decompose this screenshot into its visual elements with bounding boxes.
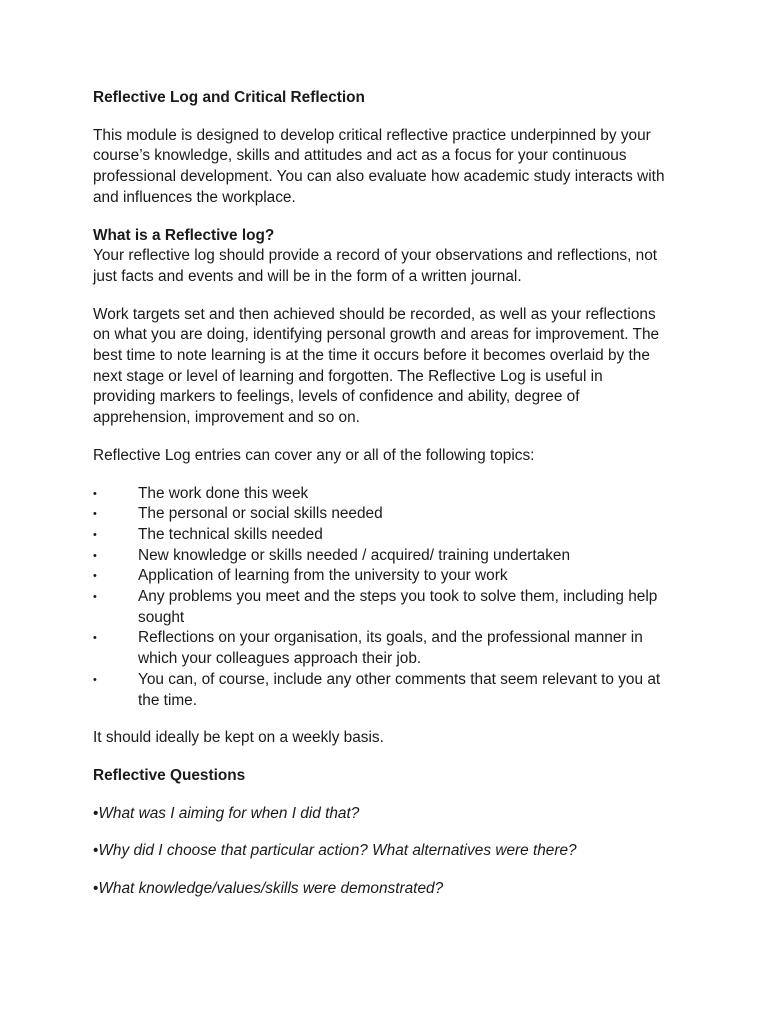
bullet-icon: • [93, 842, 99, 860]
list-item-text: You can, of course, include any other comments that seem relevant to you at the time. [138, 670, 661, 709]
list-item [93, 546, 668, 567]
bullet-icon: • [93, 570, 97, 583]
list-item-text: The work done this week [138, 484, 309, 502]
bullet-icon: • [93, 673, 97, 686]
list-item [93, 484, 668, 505]
question-text: What was I aiming for when I did that? [98, 804, 360, 822]
question-text: Why did I choose that particular action? What alternatives were there? [98, 842, 577, 860]
intro-paragraph: This module is designed to develop critical reflective practice underpinned by your course’s knowledge, skills and attitudes and act as a focus for your continuous professional development. You can also evaluate how academic study interacts with and influences the workplace. [93, 126, 665, 206]
bullet-icon: • [93, 549, 97, 562]
what-is-heading: What is a Reflective log? [93, 226, 275, 244]
list-item-text: The personal or social skills needed [138, 505, 383, 523]
topics-list [93, 484, 668, 712]
list-item-text: New knowledge or skills needed / acquired/ training undertaken [138, 546, 571, 564]
list-item [93, 670, 668, 711]
topics-intro: Reflective Log entries can cover any or all of the following topics: [93, 446, 535, 464]
bullet-icon: • [93, 591, 97, 604]
document-title: Reflective Log and Critical Reflection [93, 89, 365, 106]
list-item-text: Application of learning from the university to your work [138, 567, 508, 585]
question-item [93, 879, 668, 900]
question-item [93, 804, 668, 825]
list-item-text: Any problems you meet and the steps you took to solve them, including help sought [138, 588, 658, 626]
questions-heading: Reflective Questions [93, 766, 246, 784]
work-targets-paragraph: Work targets set and then achieved should be recorded, as well as your reflections on what you are doing, identifying personal growth and areas for improvement. The best time to note learning is at the time it occurs before it becomes overlaid by the next stage or level of learning and forgotten. The Reflective Log is useful in providing markers to feelings, levels of confidence and ability, degree of apprehension, improvement and so on. [93, 305, 660, 427]
list-item [93, 504, 668, 525]
bullet-icon: • [93, 632, 97, 645]
list-item [93, 628, 668, 669]
bullet-icon: • [93, 804, 99, 822]
list-item [93, 525, 668, 546]
bullet-icon: • [93, 880, 99, 898]
bullet-icon: • [93, 487, 97, 500]
bullet-icon: • [93, 508, 97, 521]
weekly-note: It should ideally be kept on a weekly basis. [93, 729, 384, 747]
list-item-text: Reflections on your organisation, its goals, and the professional manner in which your colleagues approach their job. [138, 629, 643, 668]
list-item [93, 587, 668, 628]
bullet-icon: • [93, 528, 97, 541]
what-is-paragraph: Your reflective log should provide a record of your observations and reflections, not just facts and events and will be in the form of a written journal. [93, 247, 658, 285]
list-item [93, 566, 668, 587]
list-item-text: The technical skills needed [138, 525, 323, 543]
question-text: What knowledge/values/skills were demonstrated? [98, 880, 444, 898]
question-item [93, 841, 668, 862]
